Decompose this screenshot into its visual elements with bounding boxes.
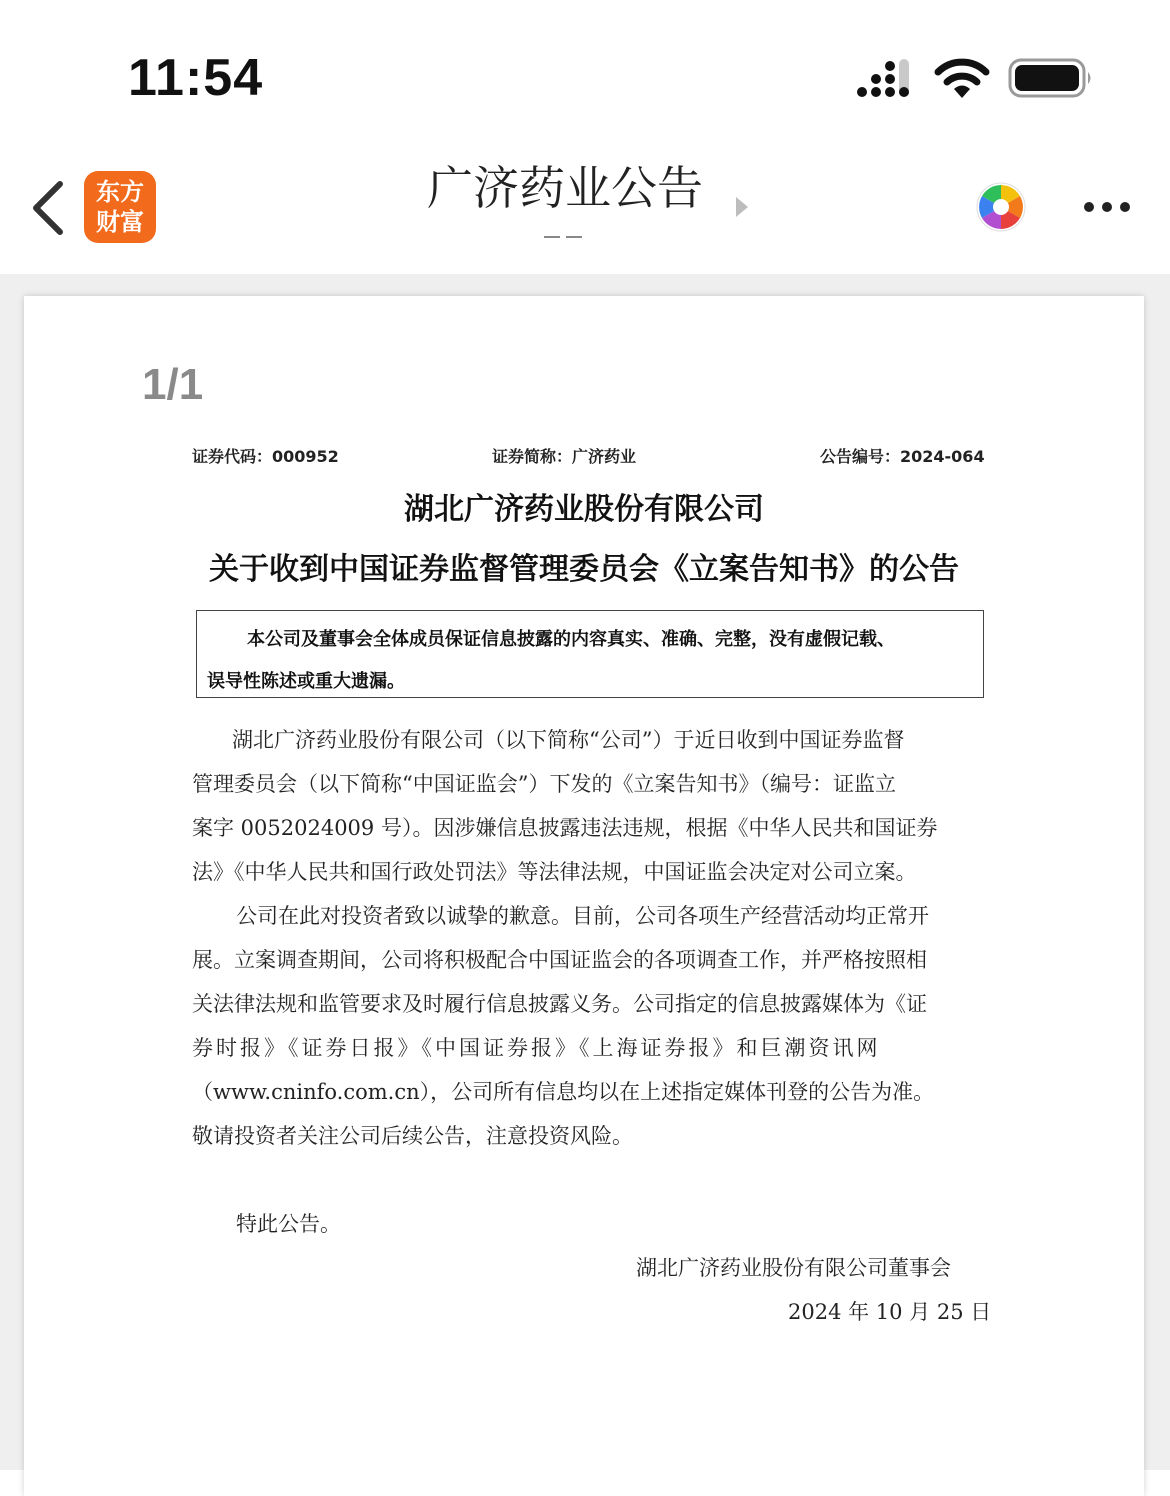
status-bar — [0, 0, 1170, 140]
body-line: 公司在此对投资者致以诚挚的歉意。目前，公司各项生产经营活动均正常开 — [236, 904, 929, 928]
body-line: 管理委员会（以下简称“中国证监会”）下发的《立案告知书》（编号：证监立 — [192, 772, 896, 796]
closing-text: 特此公告。 — [236, 1212, 341, 1236]
body-line: 券时报》《证券日报》《中国证券报》《上海证券报》和巨潮资讯网 — [192, 1036, 881, 1060]
app-logo[interactable] — [84, 171, 156, 243]
page-indicator: 1/1 — [142, 360, 204, 409]
body-line: 湖北广济药业股份有限公司（以下简称“公司”）于近日收到中国证券监督 — [232, 728, 905, 752]
document-date: 2024 年 10 月 25 日 — [788, 1300, 992, 1324]
disclaimer-line2: 误导性陈述或重大遗漏。 — [207, 671, 405, 692]
navigation-bar — [0, 140, 1170, 274]
camera-aperture-icon[interactable] — [976, 182, 1026, 232]
page-title[interactable]: 广济药业公告 — [427, 161, 703, 215]
disclaimer-box — [196, 610, 984, 698]
signature: 湖北广济药业股份有限公司董事会 — [636, 1256, 951, 1280]
body-line: 敬请投资者关注公司后续公告，注意投资风险。 — [192, 1124, 633, 1148]
app-logo-line1: 东方 — [96, 178, 144, 206]
body-line: 关法律法规和监管要求及时履行信息披露义务。公司指定的信息披露媒体为《证 — [192, 992, 927, 1016]
back-button[interactable] — [26, 178, 70, 238]
document-title-line1: 湖北广济药业股份有限公司 — [404, 492, 764, 527]
battery-icon — [1008, 58, 1094, 98]
caret-right-icon[interactable] — [734, 195, 750, 219]
app-logo-line2: 财富 — [96, 208, 144, 236]
cellular-signal-icon — [856, 58, 916, 100]
document-viewer[interactable] — [0, 274, 1170, 1470]
body-line: 展。立案调查期间，公司将积极配合中国证监会的各项调查工作，并严格按照相 — [192, 948, 927, 972]
status-time: 11:54 — [128, 49, 264, 107]
security-code: 证券代码：000952 — [192, 447, 339, 466]
body-line: （www.cninfo.com.cn），公司所有信息均以在上述指定媒体刊登的公告为准。 — [192, 1080, 935, 1104]
body-line: 法》《中华人民共和国行政处罚法》等法律法规，中国证监会决定对公司立案。 — [192, 860, 917, 884]
more-options-button[interactable] — [1080, 190, 1134, 224]
document-title-line2: 关于收到中国证券监督管理委员会《立案告知书》的公告 — [209, 552, 959, 587]
pdf-page — [24, 296, 1144, 1496]
disclaimer-line1: 本公司及董事会全体成员保证信息披露的内容真实、准确、完整，没有虚假记载、 — [247, 629, 895, 650]
security-name: 证券简称：广济药业 — [492, 447, 637, 466]
subtitle-dash-icon — [544, 232, 582, 242]
wifi-icon — [934, 56, 990, 100]
announcement-number: 公告编号：2024-064 — [820, 447, 985, 466]
body-line: 案字 0052024009 号）。因涉嫌信息披露违法违规，根据《中华人民共和国证券 — [192, 816, 938, 840]
